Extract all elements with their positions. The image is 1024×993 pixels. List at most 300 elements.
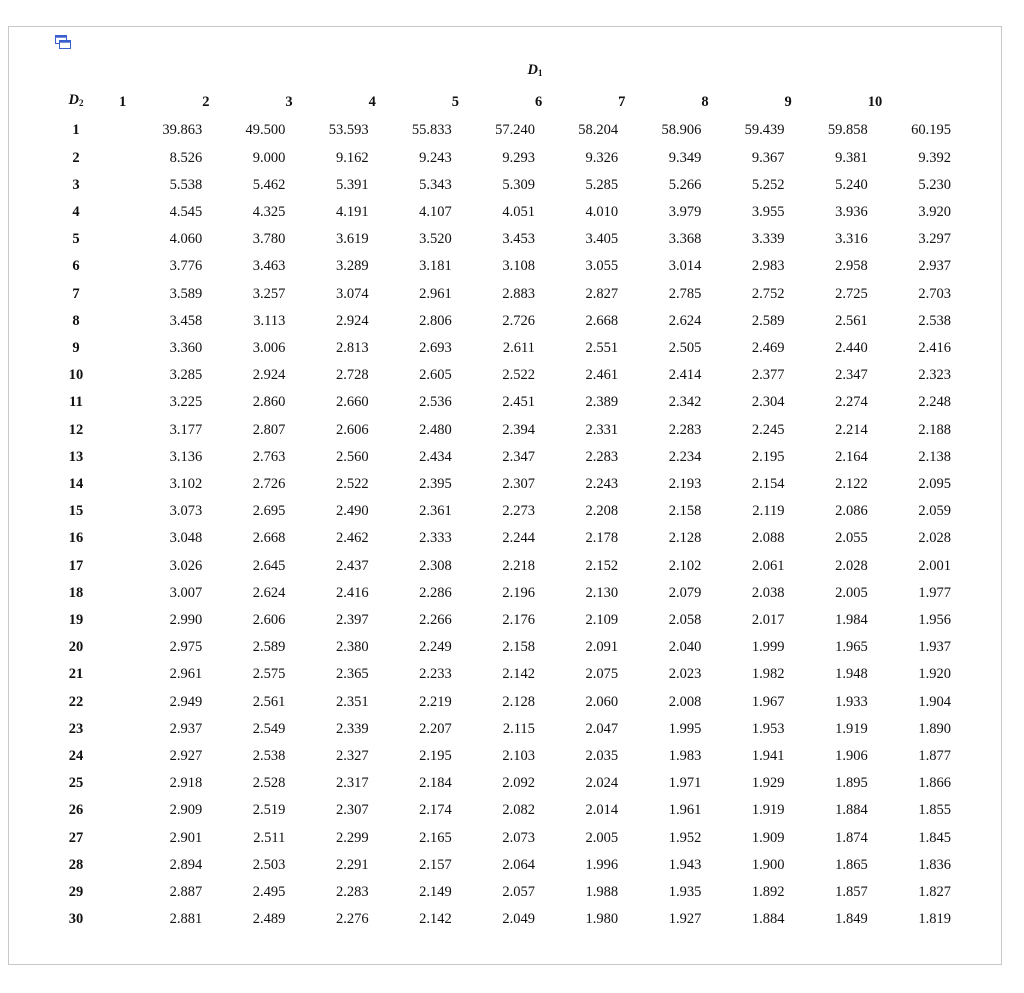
- table-cell: 1.988: [585, 884, 619, 901]
- table-cell: 2.397: [335, 612, 369, 629]
- d2-label: $D_2$: [68, 92, 84, 109]
- table-cell: 39.863: [162, 122, 203, 139]
- row-header: 2: [72, 149, 80, 166]
- table-cell: 9.381: [835, 149, 868, 166]
- table-cell: 2.092: [502, 775, 535, 792]
- table-cell: 2.528: [252, 775, 286, 792]
- table-cell: 2.331: [585, 421, 619, 438]
- table-cell: 2.122: [835, 476, 868, 493]
- table-cell: 2.152: [585, 557, 619, 574]
- table-cell: 2.538: [252, 748, 286, 765]
- table-cell: 3.014: [668, 258, 702, 275]
- table-cell: 2.726: [252, 476, 286, 493]
- table-cell: 2.064: [502, 856, 535, 873]
- table-cell: 2.176: [502, 612, 535, 629]
- table-cell: 3.074: [335, 285, 369, 302]
- table-cell: 2.511: [253, 829, 286, 846]
- table-cell: 2.307: [502, 476, 535, 493]
- table-cell: 2.380: [335, 639, 369, 656]
- table-row: [33, 226, 951, 253]
- table-cell: 1.895: [835, 775, 868, 792]
- table-cell: 2.024: [585, 775, 619, 792]
- row-header: 29: [68, 884, 84, 901]
- table-cell: 1.909: [751, 829, 785, 846]
- table-cell: 2.333: [419, 530, 452, 547]
- table-cell: 2.219: [419, 693, 452, 710]
- table-cell: 2.365: [335, 666, 369, 683]
- table-cell: 1.967: [751, 693, 785, 710]
- table-cell: 2.725: [835, 285, 868, 302]
- table-cell: 2.975: [169, 639, 203, 656]
- row-header: 17: [68, 557, 84, 574]
- table-cell: 2.218: [502, 557, 535, 574]
- table-cell: 3.955: [751, 204, 785, 221]
- table-cell: 9.392: [918, 149, 952, 166]
- table-cell: 2.495: [252, 884, 286, 901]
- table-cell: 2.040: [668, 639, 702, 656]
- table-cell: 2.234: [668, 448, 702, 465]
- column-header: 8: [701, 93, 709, 110]
- table-row: [33, 525, 951, 552]
- column-header: 4: [368, 93, 376, 110]
- table-row: [33, 389, 951, 416]
- table-cell: 2.274: [835, 394, 868, 411]
- table-cell: 2.695: [252, 503, 286, 520]
- table-cell: 2.115: [502, 720, 535, 737]
- table-cell: 2.490: [335, 503, 369, 520]
- table-cell: 49.500: [245, 122, 286, 139]
- table-cell: 2.195: [751, 448, 785, 465]
- row-header: 27: [68, 829, 84, 846]
- table-cell: 1.961: [668, 802, 702, 819]
- table-cell: 2.128: [668, 530, 702, 547]
- table-cell: 2.958: [835, 258, 868, 275]
- table-cell: 2.606: [252, 612, 286, 629]
- column-header: 2: [202, 93, 210, 110]
- table-cell: 2.560: [335, 448, 369, 465]
- table-cell: 4.010: [585, 204, 619, 221]
- table-cell: 2.589: [751, 312, 785, 329]
- table-cell: 2.377: [751, 367, 785, 384]
- column-header: 6: [534, 93, 543, 110]
- row-header: 19: [68, 612, 84, 629]
- table-cell: 1.996: [585, 856, 619, 873]
- table-cell: 1.933: [835, 693, 868, 710]
- table-cell: 2.693: [419, 340, 452, 357]
- table-row: [33, 906, 951, 933]
- table-cell: 3.589: [169, 285, 203, 302]
- table-cell: 2.813: [335, 340, 369, 357]
- table-cell: 2.414: [668, 367, 702, 384]
- table-cell: 2.519: [252, 802, 286, 819]
- table-cell: 3.181: [419, 258, 452, 275]
- table-cell: 2.245: [751, 421, 785, 438]
- table-cell: 2.047: [585, 720, 619, 737]
- table-cell: 2.248: [918, 394, 952, 411]
- table-cell: 2.073: [502, 829, 535, 846]
- table-cell: 1.982: [751, 666, 785, 683]
- table-row: [33, 661, 951, 688]
- table-cell: 2.389: [585, 394, 619, 411]
- table-cell: 2.522: [502, 367, 535, 384]
- table-cell: 3.289: [335, 258, 369, 275]
- table-cell: 2.728: [335, 367, 369, 384]
- table-cell: 2.395: [419, 476, 452, 493]
- table-cell: 2.538: [918, 312, 952, 329]
- table-row: [33, 580, 951, 607]
- table-cell: 3.007: [169, 584, 203, 601]
- table-cell: 2.017: [751, 612, 785, 629]
- table-cell: 2.668: [252, 530, 286, 547]
- table-cell: 2.130: [585, 584, 619, 601]
- table-cell: 2.244: [502, 530, 535, 547]
- table-cell: 2.243: [585, 476, 619, 493]
- table-cell: 2.307: [335, 802, 369, 819]
- table-cell: 2.480: [419, 421, 452, 438]
- table-cell: 1.937: [918, 639, 952, 656]
- table-cell: 2.304: [751, 394, 785, 411]
- table-row: [33, 308, 951, 335]
- table-cell: 1.935: [668, 884, 702, 901]
- table-cell: 3.463: [252, 258, 286, 275]
- table-row: [33, 689, 951, 716]
- table-row: [33, 335, 951, 362]
- table-cell: 2.361: [419, 503, 452, 520]
- table-frame: [8, 26, 1002, 965]
- table-cell: 3.936: [835, 204, 868, 221]
- table-cell: 2.035: [585, 748, 619, 765]
- table-cell: 5.462: [252, 176, 286, 193]
- row-header: 22: [68, 693, 84, 710]
- table-cell: 1.865: [835, 856, 868, 873]
- table-cell: 2.086: [835, 503, 868, 520]
- table-cell: 2.014: [585, 802, 619, 819]
- table-cell: 2.589: [252, 639, 286, 656]
- table-cell: 3.520: [419, 231, 452, 248]
- table-cell: 3.453: [502, 231, 535, 248]
- row-header: 16: [68, 530, 84, 547]
- table-cell: 2.660: [335, 394, 369, 411]
- table-cell: 9.326: [585, 149, 619, 166]
- table-cell: 2.273: [502, 503, 535, 520]
- table-cell: 2.276: [335, 911, 369, 928]
- table-cell: 2.461: [585, 367, 619, 384]
- table-cell: 3.780: [252, 231, 286, 248]
- table-cell: 59.858: [827, 122, 868, 139]
- table-cell: 1.849: [835, 911, 868, 928]
- table-cell: 1.919: [751, 802, 785, 819]
- column-header: 10: [867, 93, 883, 110]
- table-cell: 2.983: [751, 258, 785, 275]
- table-cell: 1.927: [668, 911, 702, 928]
- table-cell: 2.901: [169, 829, 203, 846]
- table-cell: 1.983: [668, 748, 702, 765]
- table-cell: 2.894: [169, 856, 203, 873]
- table-cell: 2.057: [502, 884, 535, 901]
- table-cell: 2.605: [419, 367, 452, 384]
- popout-window-icon[interactable]: [55, 35, 71, 49]
- table-cell: 2.119: [752, 503, 785, 520]
- table-cell: 2.233: [419, 666, 452, 683]
- table-cell: 2.937: [169, 720, 203, 737]
- f-distribution-table: [33, 57, 951, 934]
- table-cell: 2.339: [335, 720, 369, 737]
- table-cell: 58.204: [578, 122, 619, 139]
- table-cell: 2.299: [335, 829, 369, 846]
- table-cell: 2.937: [918, 258, 952, 275]
- table-cell: 2.624: [668, 312, 702, 329]
- table-cell: 1.904: [918, 693, 952, 710]
- column-header: 3: [285, 93, 293, 110]
- table-cell: 3.113: [253, 312, 286, 329]
- row-header: 10: [68, 367, 84, 384]
- table-cell: 1.941: [751, 748, 785, 765]
- table-cell: 2.347: [835, 367, 868, 384]
- table-cell: 2.924: [252, 367, 286, 384]
- table-row: [33, 770, 951, 797]
- row-header: 6: [72, 258, 80, 275]
- table-cell: 5.538: [169, 176, 203, 193]
- table-cell: 2.005: [835, 584, 868, 601]
- table-cell: 2.806: [419, 312, 452, 329]
- table-cell: 3.360: [169, 340, 203, 357]
- table-cell: 2.001: [918, 557, 952, 574]
- table-cell: 58.906: [661, 122, 702, 139]
- table-cell: 1.819: [918, 911, 952, 928]
- table-cell: 2.005: [585, 829, 619, 846]
- table-cell: 60.195: [911, 122, 952, 139]
- table-cell: 1.900: [751, 856, 785, 873]
- table-cell: 1.866: [918, 775, 952, 792]
- table-cell: 2.522: [335, 476, 369, 493]
- table-cell: 3.920: [918, 204, 952, 221]
- table-cell: 2.611: [502, 340, 535, 357]
- table-cell: 5.343: [419, 176, 452, 193]
- table-cell: 1.884: [751, 911, 785, 928]
- table-row: [33, 281, 951, 308]
- table-cell: 3.285: [169, 367, 203, 384]
- table-cell: 4.107: [419, 204, 452, 221]
- table-cell: 2.095: [918, 476, 952, 493]
- row-header: 26: [68, 802, 84, 819]
- table-cell: 4.545: [169, 204, 203, 221]
- table-cell: 1.995: [668, 720, 702, 737]
- table-cell: 2.142: [419, 911, 452, 928]
- table-cell: 3.225: [169, 394, 203, 411]
- table-cell: 9.349: [668, 149, 702, 166]
- table-cell: 1.892: [751, 884, 785, 901]
- table-cell: 1.906: [835, 748, 868, 765]
- table-cell: 9.293: [502, 149, 535, 166]
- table-cell: 4.060: [169, 231, 203, 248]
- table-cell: 2.961: [419, 285, 452, 302]
- table-cell: 2.138: [918, 448, 952, 465]
- table-cell: 1.980: [585, 911, 619, 928]
- table-cell: 5.240: [835, 176, 868, 193]
- table-cell: 2.927: [169, 748, 203, 765]
- table-cell: 2.561: [252, 693, 286, 710]
- table-cell: 2.149: [419, 884, 452, 901]
- table-cell: 2.091: [585, 639, 619, 656]
- table-cell: 2.883: [502, 285, 535, 302]
- row-header: 11: [69, 394, 83, 411]
- table-cell: 1.857: [835, 884, 868, 901]
- table-cell: 3.979: [668, 204, 702, 221]
- table-cell: 2.188: [918, 421, 952, 438]
- table-cell: 2.028: [918, 530, 952, 547]
- table-row: [33, 117, 951, 144]
- table-cell: 2.082: [502, 802, 535, 819]
- table-cell: 5.230: [918, 176, 952, 193]
- table-row: [33, 797, 951, 824]
- table-cell: 2.469: [751, 340, 785, 357]
- table-row: [33, 145, 951, 172]
- table-cell: 1.874: [835, 829, 868, 846]
- table-cell: 2.961: [169, 666, 203, 683]
- table-cell: 2.887: [169, 884, 203, 901]
- table-cell: 3.108: [502, 258, 535, 275]
- table-cell: 2.561: [835, 312, 868, 329]
- table-cell: 2.008: [668, 693, 702, 710]
- table-cell: 2.142: [502, 666, 535, 683]
- table-cell: 3.177: [169, 421, 203, 438]
- column-header-row: [33, 87, 951, 117]
- table-cell: 3.405: [585, 231, 619, 248]
- table-cell: 2.058: [668, 612, 702, 629]
- table-row: [33, 743, 951, 770]
- table-cell: 2.184: [419, 775, 452, 792]
- table-cell: 2.434: [419, 448, 452, 465]
- table-cell: 1.977: [918, 584, 952, 601]
- table-cell: 1.999: [751, 639, 785, 656]
- table-cell: 3.368: [668, 231, 702, 248]
- table-cell: 1.919: [835, 720, 868, 737]
- table-cell: 1.836: [918, 856, 952, 873]
- table-cell: 2.165: [419, 829, 452, 846]
- table-cell: 2.158: [668, 503, 702, 520]
- table-cell: 5.285: [585, 176, 619, 193]
- table-cell: 1.948: [835, 666, 868, 683]
- table-cell: 2.489: [252, 911, 286, 928]
- table-cell: 2.763: [252, 448, 286, 465]
- table-cell: 53.593: [328, 122, 369, 139]
- table-cell: 2.342: [668, 394, 702, 411]
- table-cell: 2.575: [252, 666, 286, 683]
- table-cell: 5.252: [751, 176, 785, 193]
- table-cell: 2.103: [502, 748, 535, 765]
- table-cell: 1.971: [668, 775, 702, 792]
- table-cell: 2.551: [585, 340, 619, 357]
- table-row: [33, 634, 951, 661]
- row-header: 3: [72, 176, 80, 193]
- table-row: [33, 253, 951, 280]
- table-cell: 2.317: [335, 775, 369, 792]
- table-cell: 1.827: [918, 884, 952, 901]
- table-cell: 3.073: [169, 503, 203, 520]
- table-cell: 2.158: [502, 639, 535, 656]
- table-cell: 2.807: [252, 421, 286, 438]
- table-cell: 2.990: [169, 612, 203, 629]
- table-cell: 1.890: [918, 720, 952, 737]
- table-cell: 2.055: [835, 530, 868, 547]
- table-cell: 2.291: [335, 856, 369, 873]
- table-row: [33, 417, 951, 444]
- table-cell: 2.645: [252, 557, 286, 574]
- table-row: [33, 879, 951, 906]
- table-cell: 2.178: [585, 530, 619, 547]
- row-header: 23: [68, 720, 84, 737]
- table-cell: 3.257: [252, 285, 286, 302]
- table-cell: 2.327: [335, 748, 369, 765]
- table-cell: 2.624: [252, 584, 286, 601]
- table-cell: 2.283: [585, 448, 619, 465]
- row-header: 20: [68, 639, 84, 656]
- row-header: 12: [68, 421, 84, 438]
- row-header: 4: [72, 204, 80, 221]
- table-cell: 2.668: [585, 312, 619, 329]
- table-cell: 2.075: [585, 666, 619, 683]
- table-cell: 2.785: [668, 285, 702, 302]
- table-cell: 1.845: [918, 829, 952, 846]
- table-cell: 3.136: [169, 448, 203, 465]
- table-cell: 2.164: [835, 448, 868, 465]
- table-row: [33, 607, 951, 634]
- table-cell: 2.208: [585, 503, 619, 520]
- table-cell: 59.439: [744, 122, 785, 139]
- column-header: 5: [451, 93, 459, 110]
- table-cell: 2.154: [751, 476, 785, 493]
- table-cell: 2.924: [335, 312, 369, 329]
- table-cell: 1.920: [918, 666, 952, 683]
- row-header: 5: [72, 231, 80, 248]
- table-cell: 4.191: [335, 204, 369, 221]
- table-cell: 5.266: [668, 176, 702, 193]
- table-cell: 2.949: [169, 693, 203, 710]
- table-cell: 3.458: [169, 312, 203, 329]
- table-cell: 2.174: [419, 802, 452, 819]
- table-cell: 2.283: [668, 421, 702, 438]
- table-cell: 1.965: [835, 639, 868, 656]
- table-cell: 55.833: [411, 122, 452, 139]
- table-cell: 3.316: [835, 231, 868, 248]
- table-cell: 3.026: [169, 557, 203, 574]
- table-cell: 2.308: [419, 557, 452, 574]
- table-cell: 2.038: [751, 584, 785, 601]
- table-cell: 2.451: [502, 394, 535, 411]
- table-cell: 2.195: [419, 748, 452, 765]
- table-cell: 2.703: [918, 285, 952, 302]
- table-row: [33, 852, 951, 879]
- table-cell: 2.196: [502, 584, 535, 601]
- table-cell: 2.060: [585, 693, 619, 710]
- table-cell: 3.006: [252, 340, 286, 357]
- table-cell: 3.048: [169, 530, 203, 547]
- table-cell: 2.207: [419, 720, 452, 737]
- table-cell: 2.023: [668, 666, 702, 683]
- table-cell: 2.416: [335, 584, 369, 601]
- table-cell: 2.860: [252, 394, 286, 411]
- table-cell: 2.918: [169, 775, 203, 792]
- table-row: [33, 362, 951, 389]
- table-cell: 2.323: [918, 367, 952, 384]
- table-cell: 2.109: [585, 612, 619, 629]
- table-row: [33, 444, 951, 471]
- table-cell: 2.266: [419, 612, 452, 629]
- table-cell: 1.984: [835, 612, 868, 629]
- row-header: 21: [68, 666, 84, 683]
- table-cell: 2.079: [668, 584, 702, 601]
- table-cell: 2.157: [419, 856, 452, 873]
